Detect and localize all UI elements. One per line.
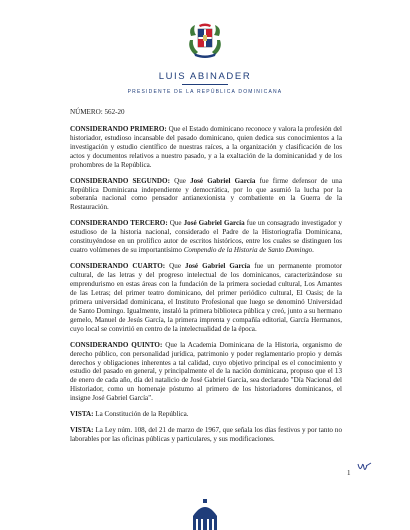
paragraph-text: fue un consagrado investigador y estudioso de la historia nacional, considerado el Padre de la Historiografía Dominicana, constituyéndose en un prolífico autor de escritos históricos, entre los cuales se distinguen los cuatro volúmenes de su importantísimo (70, 219, 342, 255)
paragraph-pre: Que (167, 219, 184, 228)
considerando-quinto (70, 341, 342, 403)
person-name: José Gabriel García (183, 219, 245, 228)
book-title: Compendio de la Historia de Santo Domingo (183, 246, 313, 255)
decree-number-label: NÚMERO: (70, 108, 103, 116)
header-divider (182, 84, 228, 85)
vista-ley-108 (70, 426, 342, 444)
paragraph-heading: CONSIDERANDO CUARTO: (70, 262, 166, 271)
decree-number-line (70, 108, 342, 117)
paragraph-text: Que el Estado dominicano reconoce y valora la profesión del historiador, estudioso incansable del pasado dominicano, quien dedica sus conocimientos a la investigación y estudio científico de nuestras raíces, a la organización y clasificación de los actos y documentos relativos a nuestro pasado, y a la exaltación de la dominicanidad y de los prohombres de la República. (70, 124, 342, 169)
paragraph-text: La Ley núm. 108, del 21 de marzo de 1967, que señala los días festivos y por tanto no laborables por las oficinas públicas y particulares, y sus modificaciones. (70, 426, 342, 444)
vista-constitucion (70, 410, 342, 419)
decree-body (70, 108, 342, 451)
president-name: LUIS ABINADER (158, 71, 252, 82)
considerando-segundo (70, 177, 342, 213)
paragraph-heading: VISTA: (70, 426, 94, 435)
paragraph-pre: Que (165, 262, 186, 271)
paragraph-text: fue firme defensor de una República Dominicana independiente y democrática, por lo que asumió la lucha por la soberanía nacional como pensador antianexionista y combatiente en la Guerra de la Restauración. (70, 176, 342, 212)
decree-number-value: 562-20 (104, 108, 125, 116)
paragraph-heading: VISTA: (70, 410, 94, 419)
person-name: José Gabriel García (185, 262, 251, 271)
considerando-primero (70, 125, 342, 170)
paragraph-heading: CONSIDERANDO SEGUNDO: (70, 176, 170, 185)
handwritten-initials-icon (356, 460, 372, 474)
considerando-tercero (70, 219, 342, 255)
paragraph-heading: CONSIDERANDO TERCERO: (70, 219, 168, 228)
paragraph-post: . (312, 246, 314, 255)
coat-of-arms-icon (187, 22, 223, 60)
paragraph-heading: CONSIDERANDO QUINTO: (70, 340, 163, 349)
president-title: PRESIDENTE DE LA REPÚBLICA DOMINICANA (127, 89, 283, 95)
person-name: José Gabriel García (190, 176, 256, 185)
paragraph-pre: Que (169, 176, 191, 185)
paragraph-text: La Constitución de la República. (93, 410, 189, 419)
palace-emblem-icon (186, 494, 224, 530)
considerando-cuarto (70, 262, 342, 333)
paragraph-text: Que la Academia Dominicana de la Historia, organismo de derecho público, con personalidad jurídica, patrimonio y poder reglamentario propio y demás derechos y obligaciones inherentes a tal calidad, cuyo objetivo principal es el conocimiento y estudio del pasado en general, y principalmente el de la nación dominicana, propuso que el 13 de enero de cada año, día del natalicio de José Gabriel García, sea declarado "Día Nacional del Historiador, como un homenaje póstumo al primero de los historiadores dominicanos, el insigne José Gabriel García". (70, 340, 342, 403)
page-number: 1 (347, 469, 351, 477)
paragraph-text: fue un permanente promotor cultural, de las letras y del progreso intelectual de los dominicanos, caracterizándose su emprendurismo en estas áreas con la fundación de la primera sociedad cultural, Los Amantes de las Letras; del primer teatro dominicano, del primer periódico cultural, El Oasis; de la primera universidad dominicana, el Instituto Profesional que luego se denominó Universidad de Santo Domingo. Igualmente, instaló la primera biblioteca pública y creó, junto a su hermano gemelo, Manuel de Jesús García, la primera imprenta y compañía editorial, García Hermanos, cuyo local se convirtió en centro de la intelectualidad de la época. (70, 262, 342, 333)
paragraph-heading: CONSIDERANDO PRIMERO: (70, 124, 167, 133)
